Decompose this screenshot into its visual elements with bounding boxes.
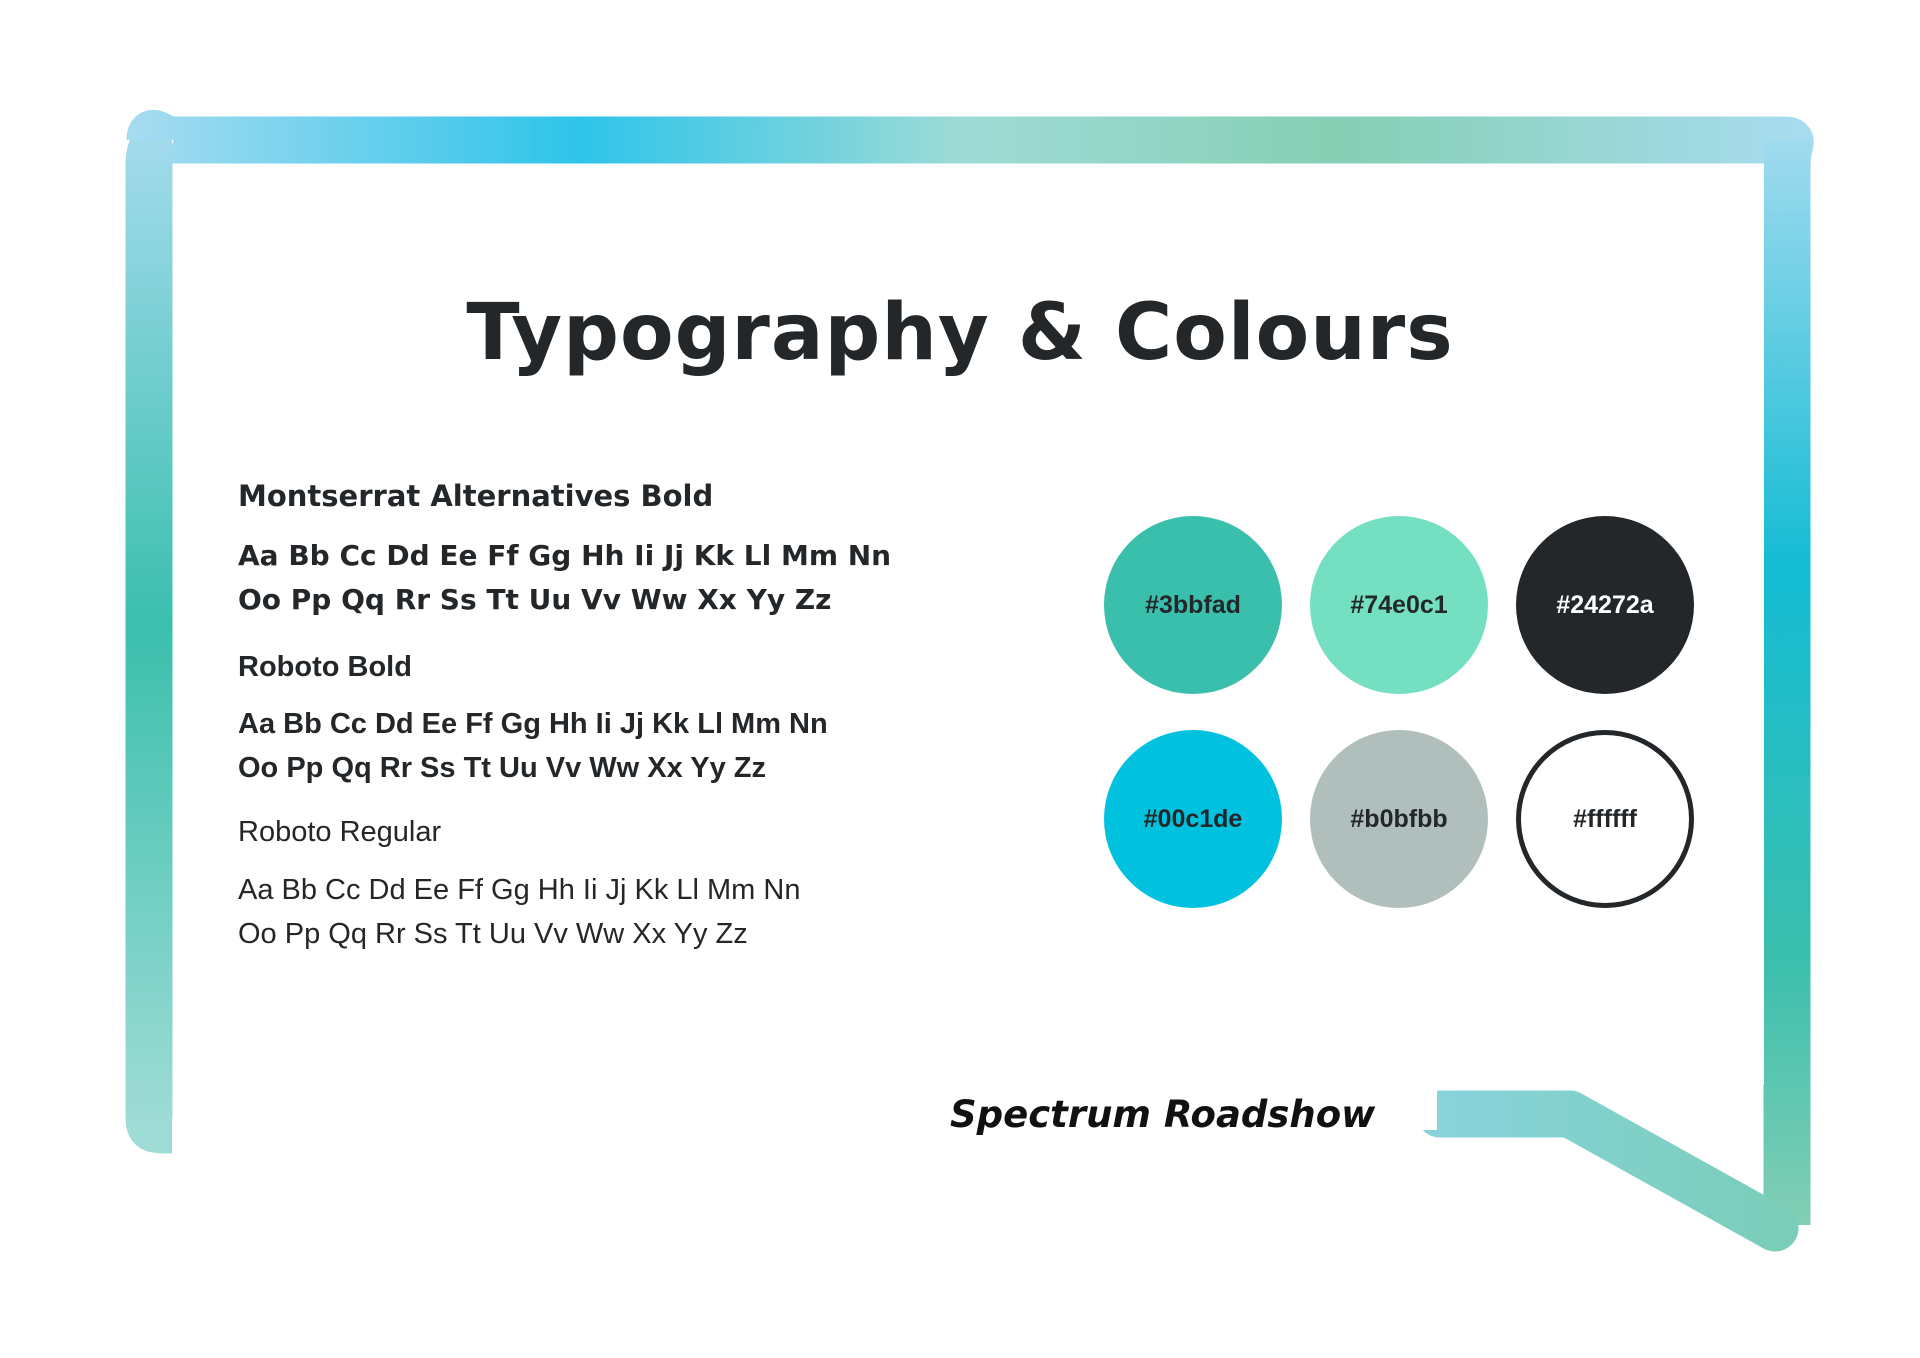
- font-sample-montserrat: [238, 534, 891, 622]
- font-name-roboto-bold: Roboto Bold: [238, 651, 412, 683]
- color-swatch: #74e0c1: [1310, 516, 1488, 694]
- sample-line: Aa Bb Cc Dd Ee Ff Gg Hh Ii Jj Kk Ll Mm Nn: [238, 708, 828, 740]
- frame-tail: [1440, 1114, 1775, 1228]
- color-swatch: #00c1de: [1104, 730, 1282, 908]
- brand-name: Spectrum Roadshow: [950, 1093, 1376, 1136]
- font-sample-roboto-bold: [238, 702, 828, 790]
- color-swatch: #b0bfbb: [1310, 730, 1488, 908]
- sample-line: Oo Pp Qq Rr Ss Tt Uu Vv Ww Xx Yy Zz: [238, 752, 766, 784]
- sample-line: Aa Bb Cc Dd Ee Ff Gg Hh Ii Jj Kk Ll Mm Nn: [238, 539, 892, 572]
- sample-line: Oo Pp Qq Rr Ss Tt Uu Vv Ww Xx Yy Zz: [238, 918, 748, 950]
- color-swatch: #24272a: [1516, 516, 1694, 694]
- font-sample-roboto-regular: [238, 868, 800, 956]
- font-name-roboto-regular: Roboto Regular: [238, 816, 442, 848]
- color-swatch: #3bbfad: [1104, 516, 1282, 694]
- page-title: Typography & Colours: [466, 288, 1454, 378]
- sample-line: Oo Pp Qq Rr Ss Tt Uu Vv Ww Xx Yy Zz: [238, 583, 832, 616]
- font-name-montserrat: Montserrat Alternatives Bold: [238, 479, 714, 513]
- sample-line: Aa Bb Cc Dd Ee Ff Gg Hh Ii Jj Kk Ll Mm Nn: [238, 874, 801, 906]
- frame-top-edge: [150, 133, 1790, 165]
- color-swatch: #ffffff: [1516, 730, 1694, 908]
